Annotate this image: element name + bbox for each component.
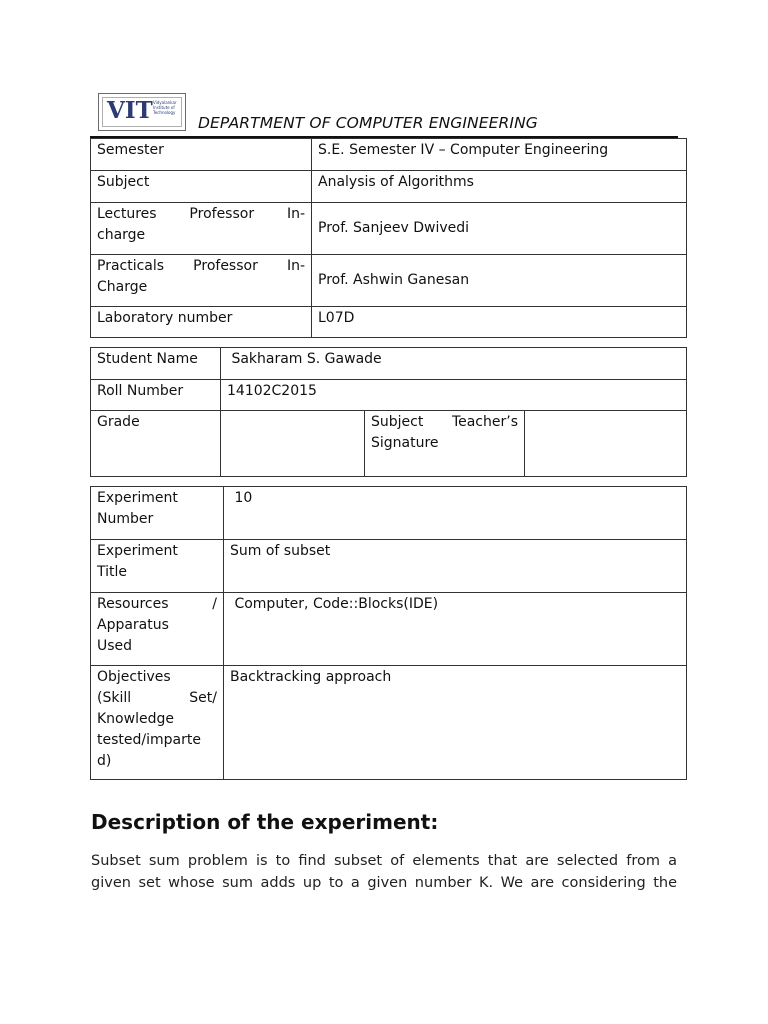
laboratory-number-value: L07D [312, 307, 687, 338]
student-name-value: Sakharam S. Gawade [221, 348, 687, 380]
resources-label [91, 593, 224, 666]
roll-number-label: Roll Number [91, 380, 221, 411]
vit-logo [98, 93, 186, 131]
student-info-table [90, 347, 687, 477]
paragraph-line: given set whose sum adds up to a given number K. We are considering the [91, 875, 677, 891]
semester-label: Semester [91, 139, 312, 171]
experiment-number-label [91, 487, 224, 540]
table-row [91, 171, 687, 203]
label-line: (Skill Set/ [97, 690, 217, 706]
objectives-label [91, 666, 224, 780]
experiment-title-label [91, 540, 224, 593]
paragraph-line: Subset sum problem is to find subset of elements that are selected from a [91, 853, 677, 869]
table-row [91, 139, 687, 171]
grade-value [221, 411, 365, 477]
label-line: Apparatus [97, 617, 169, 633]
experiment-number-value: 10 [224, 487, 687, 540]
description-heading: Description of the experiment: [91, 810, 439, 834]
student-name-label: Student Name [91, 348, 221, 380]
roll-number-value: 14102C2015 [221, 380, 687, 411]
label-line: Charge [97, 279, 148, 295]
lectures-professor-label [91, 203, 312, 255]
grade-label: Grade [91, 411, 221, 477]
resources-value: Computer, Code::Blocks(IDE) [224, 593, 687, 666]
table-row [91, 380, 687, 411]
label-line: Subject Teacher’s [371, 414, 518, 430]
subject-value: Analysis of Algorithms [312, 171, 687, 203]
table-row [91, 348, 687, 380]
label-line: Used [97, 638, 133, 654]
table-row [91, 666, 687, 780]
practicals-professor-value: Prof. Ashwin Ganesan [312, 255, 687, 307]
label-line: Title [97, 564, 128, 580]
label-line: Practicals Professor In- [97, 258, 305, 274]
experiment-title-value: Sum of subset [224, 540, 687, 593]
laboratory-number-label: Laboratory number [91, 307, 312, 338]
label-line: Lectures Professor In- [97, 206, 305, 222]
label-line: d) [97, 753, 112, 769]
subject-label: Subject [91, 171, 312, 203]
table-row [91, 540, 687, 593]
table-row [91, 307, 687, 338]
label-line: Objectives [97, 669, 171, 685]
course-info-table [90, 138, 687, 338]
lectures-professor-value: Prof. Sanjeev Dwivedi [312, 203, 687, 255]
experiment-info-table [90, 486, 687, 780]
logo-wordmark: VIT [107, 97, 153, 124]
label-line: tested/imparte [97, 732, 201, 748]
logo-subtext: Vidyalankar Institute of Technology [153, 100, 177, 115]
signature-label [365, 411, 525, 477]
practicals-professor-label [91, 255, 312, 307]
label-line: Resources / [97, 596, 217, 612]
label-line: Number [97, 511, 154, 527]
label-line: charge [97, 227, 146, 243]
table-row [91, 255, 687, 307]
table-row [91, 411, 687, 477]
label-line: Experiment [97, 490, 178, 506]
objectives-value: Backtracking approach [224, 666, 687, 780]
semester-value: S.E. Semester IV – Computer Engineering [312, 139, 687, 171]
table-row [91, 593, 687, 666]
department-title: DEPARTMENT OF COMPUTER ENGINEERING [198, 114, 538, 132]
table-row [91, 487, 687, 540]
signature-value [525, 411, 687, 477]
label-line: Knowledge [97, 711, 174, 727]
label-line: Signature [371, 435, 439, 451]
description-paragraph [91, 850, 677, 894]
table-row [91, 203, 687, 255]
label-line: Experiment [97, 543, 178, 559]
